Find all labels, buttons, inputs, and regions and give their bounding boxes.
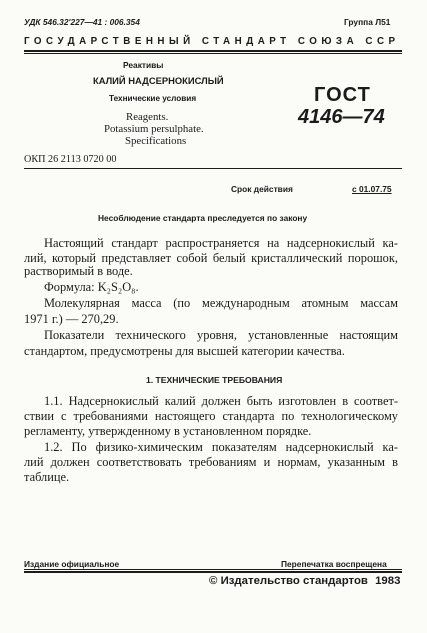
- law-notice: Несоблюдение стандарта преследуется по закону: [98, 213, 308, 223]
- reprint-label: Перепечатка воспрещена: [281, 559, 387, 569]
- document-subtitle: Технические условия: [109, 94, 197, 103]
- okp-code: ОКП 26 2113 0720 00: [24, 154, 117, 165]
- formula-row: [44, 279, 139, 295]
- copyright-symbol: ©: [209, 575, 218, 587]
- standard-org-heading: ГОСУДАРСТВЕННЫЙ СТАНДАРТ СОЮЗА ССР: [24, 36, 400, 47]
- formula-value: K₂S₂O₈.: [97, 280, 139, 294]
- english-title-line-3: Specifications: [125, 135, 187, 147]
- formula-label: Формула:: [44, 280, 95, 294]
- okp-rule: [24, 168, 402, 169]
- copyright-line: [209, 575, 400, 587]
- p11-line-1: 1.1. Надсернокислый калий должен быть изготовлен в соответ-: [44, 394, 398, 408]
- p11-line-2: ствии с требованиями настоящего стандарта по технологическому: [24, 409, 398, 423]
- gost-number: 4146—74: [298, 106, 385, 128]
- validity-date: с 01.07.75: [352, 184, 392, 194]
- header-rule-thick: [24, 50, 402, 52]
- product-name: КАЛИЙ НАДСЕРНОКИСЛЫЙ: [93, 75, 224, 86]
- footer-rule-thick: [24, 571, 402, 573]
- footer-rule-thin: [24, 569, 402, 570]
- intro-line-1: Настоящий стандарт распространяется на надсернокислый ка-: [44, 236, 398, 250]
- p12-line-1: 1.2. По физико-химическим показателям надсернокислый ка-: [44, 440, 398, 454]
- intro-line-2: лий, который представляет собой белый кристаллический порошок,: [24, 251, 398, 265]
- p12-line-2: лий должен соответствовать требованиям и нормам, указанным в: [24, 455, 398, 469]
- molar-line-1: Молекулярная масса (по международным атомным массам: [44, 296, 398, 310]
- p12-line-3: таблице.: [24, 470, 70, 484]
- validity-label: Срок действия: [231, 184, 293, 194]
- section-1-title: 1. ТЕХНИЧЕСКИЕ ТРЕБОВАНИЯ: [146, 375, 283, 385]
- gost-label: ГОСТ: [314, 84, 371, 106]
- p11-line-3: регламенту, утвержденному в установленном порядке.: [24, 424, 312, 438]
- molar-line-2: 1971 г.) — 270,29.: [24, 312, 119, 326]
- tech-line-2: стандартом, предусмотрены для высшей категории качества.: [24, 344, 345, 358]
- edition-label: Издание официальное: [24, 559, 120, 569]
- tech-line-1: Показатели технического уровня, установленные настоящим: [44, 328, 398, 342]
- copyright-year: 1983: [375, 575, 401, 587]
- intro-line-3: растворимый в воде.: [24, 264, 133, 278]
- publisher-name: Издательство стандартов: [220, 575, 368, 587]
- english-title-line-2: Potassium persulphate.: [104, 123, 204, 135]
- header-rule-thin: [24, 53, 402, 54]
- udk-code: УДК 546.32'227—41 : 006.354: [24, 17, 140, 27]
- group-code: Группа Л51: [344, 17, 391, 27]
- category-label: Реактивы: [123, 60, 164, 70]
- english-title-line-1: Reagents.: [126, 111, 169, 123]
